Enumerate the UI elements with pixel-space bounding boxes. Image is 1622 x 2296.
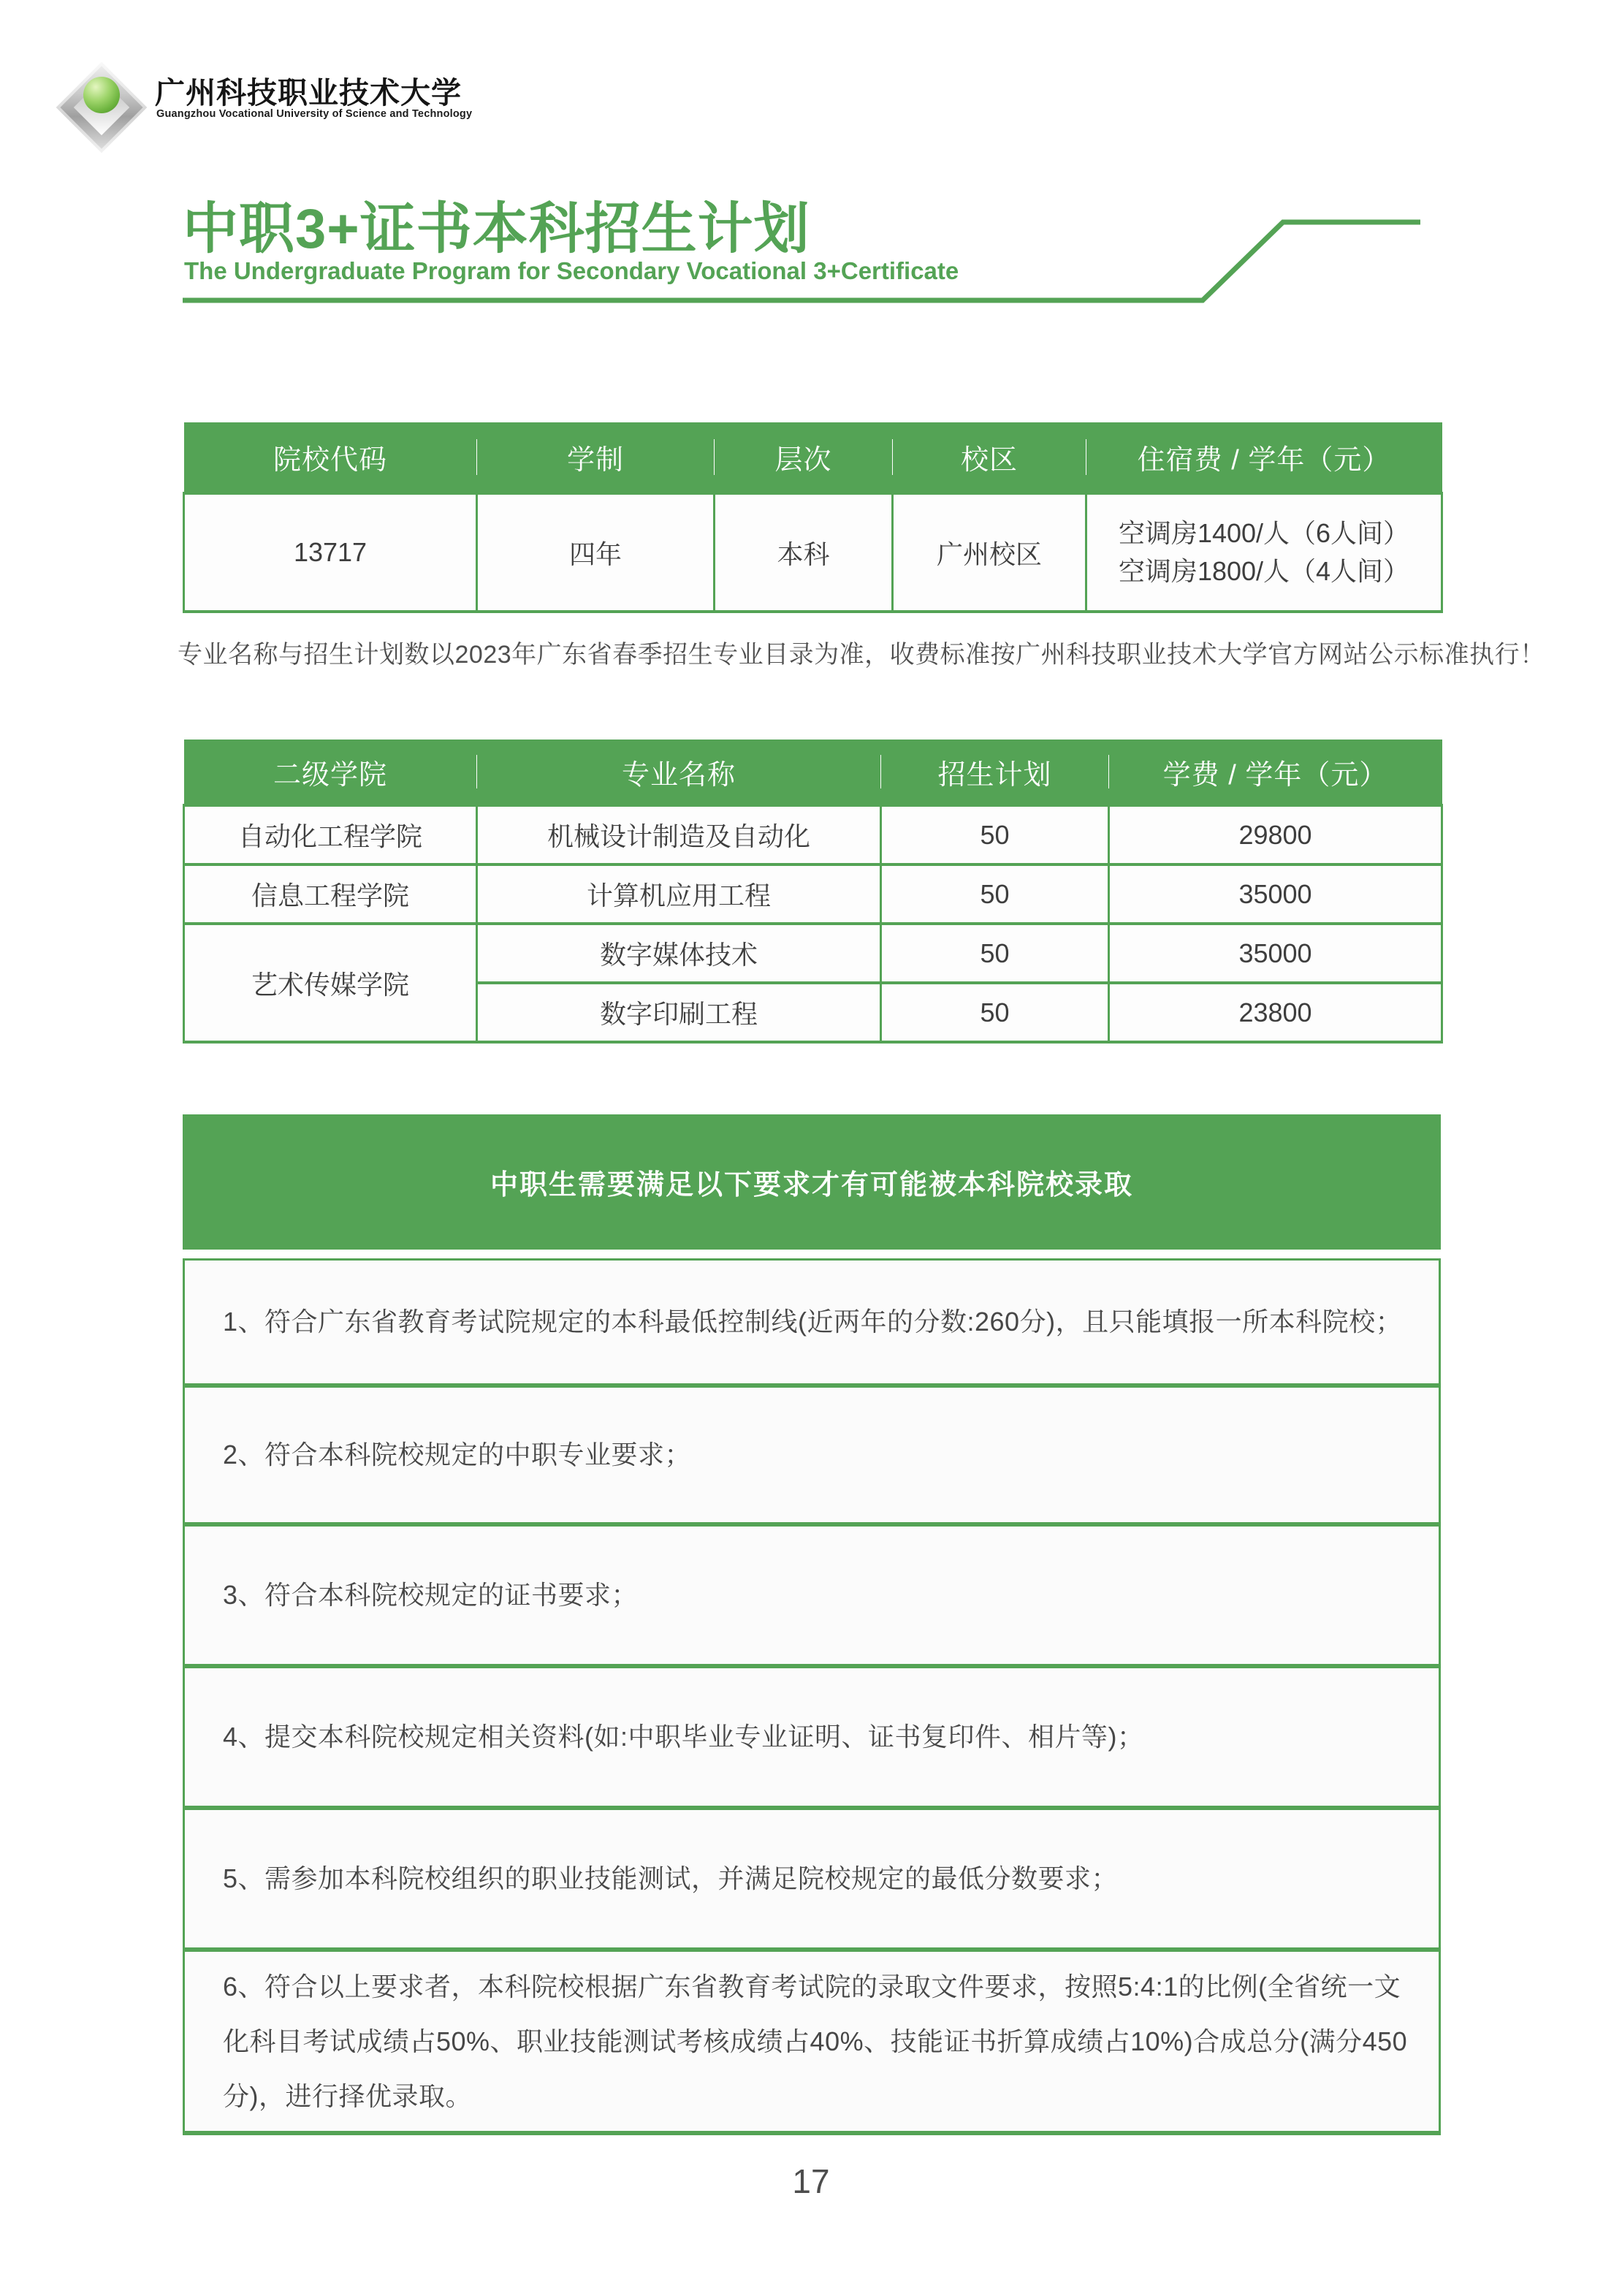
- gem-diamond-icon: [57, 63, 148, 153]
- info-header-accommodation: 住宿费 / 学年（元）: [1086, 422, 1442, 493]
- pricing-note: 专业名称与招生计划数以2023年广东省春季招生专业目录为准，收费标准按广州科技职业技术大学官方网站公示标准执行！: [178, 641, 1545, 669]
- accommodation-line-1: 空调房1400/人（6人间）: [1118, 518, 1410, 548]
- majors-header-tuition: 学费 / 学年（元）: [1109, 740, 1442, 805]
- school-info-table: [183, 422, 1443, 613]
- requirement-item: [184, 1385, 1440, 1524]
- page-number: 17: [792, 2162, 830, 2200]
- requirement-item: [184, 1666, 1440, 1808]
- duration-cell: 四年: [477, 493, 715, 612]
- major-cell: 机械设计制造及自动化: [477, 805, 881, 864]
- college-cell: 自动化工程学院: [184, 805, 477, 864]
- title-decorative-line: [0, 216, 1622, 308]
- tuition-cell: 23800: [1109, 983, 1442, 1042]
- requirement-item: [184, 1808, 1440, 1950]
- major-cell: 计算机应用工程: [477, 864, 881, 924]
- campus-cell: 广州校区: [893, 493, 1086, 612]
- requirement-text-6: 6、符合以上要求者，本科院校根据广东省教育考试院的录取文件要求，按照5:4:1的比例(全省统一文化科目考试成绩占50%、职业技能测试考核成绩占40%、技能证书折算成绩占10%)合成总分(满分450分)，进行择优录取。: [184, 1950, 1440, 2133]
- requirement-item: [184, 1524, 1440, 1666]
- page-subtitle: The Undergraduate Program for Secondary Vocational 3+Certificate: [184, 257, 959, 284]
- plan-cell: 50: [881, 805, 1109, 864]
- info-data-row: [184, 493, 1442, 612]
- requirement-text-5: 5、需参加本科院校组织的职业技能测试，并满足院校规定的最低分数要求；: [184, 1808, 1440, 1950]
- university-logo: [51, 60, 504, 155]
- majors-header-plan: 招生计划: [881, 740, 1109, 805]
- info-header-campus: 校区: [893, 422, 1086, 493]
- requirement-text-1: 1、符合广东省教育考试院规定的本科最低控制线(近两年的分数:260分)，且只能填报一所本科院校；: [184, 1260, 1440, 1385]
- requirement-text-3: 3、符合本科院校规定的证书要求；: [184, 1524, 1440, 1666]
- requirements-title: 中职生需要满足以下要求才有可能被本科院校录取: [183, 1114, 1441, 1250]
- college-cell: 信息工程学院: [184, 864, 477, 924]
- requirement-text-4: 4、提交本科院校规定相关资料(如:中职毕业专业证明、证书复印件、相片等)；: [184, 1666, 1440, 1808]
- tuition-cell: 35000: [1109, 924, 1442, 983]
- majors-row: [184, 805, 1442, 864]
- major-cell: 数字印刷工程: [477, 983, 881, 1042]
- info-header-duration: 学制: [477, 422, 715, 493]
- plan-cell: 50: [881, 983, 1109, 1042]
- university-name-zh: 广州科技职业技术大学: [155, 76, 462, 110]
- page-title: 中职3+证书本科招生计划: [183, 198, 810, 260]
- tuition-cell: 35000: [1109, 864, 1442, 924]
- tuition-cell: 29800: [1109, 805, 1442, 864]
- plan-cell: 50: [881, 864, 1109, 924]
- plan-cell: 50: [881, 924, 1109, 983]
- majors-table: [183, 740, 1443, 1044]
- school-code-cell: 13717: [184, 493, 477, 612]
- majors-header-major: 专业名称: [477, 740, 881, 805]
- requirements-list: [183, 1258, 1441, 2135]
- requirement-text-2: 2、符合本科院校规定的中职专业要求；: [184, 1385, 1440, 1524]
- major-cell: 数字媒体技术: [477, 924, 881, 983]
- accommodation-line-2: 空调房1800/人（4人间）: [1118, 556, 1410, 586]
- university-name-en: Guangzhou Vocational University of Science and Technology: [156, 108, 473, 120]
- info-header-level: 层次: [715, 422, 893, 493]
- requirements-section: [183, 1114, 1441, 2135]
- info-header-code: 院校代码: [184, 422, 477, 493]
- majors-header-college: 二级学院: [184, 740, 477, 805]
- majors-row: [184, 864, 1442, 924]
- majors-row: [184, 924, 1442, 983]
- requirement-item: [184, 1260, 1440, 1385]
- info-header-row: [184, 422, 1442, 493]
- majors-header-row: [184, 740, 1442, 805]
- requirement-item: [184, 1950, 1440, 2133]
- green-sphere-icon: [83, 77, 120, 113]
- accommodation-cell: [1086, 493, 1442, 612]
- college-cell-merged: 艺术传媒学院: [184, 924, 477, 1042]
- level-cell: 本科: [715, 493, 893, 612]
